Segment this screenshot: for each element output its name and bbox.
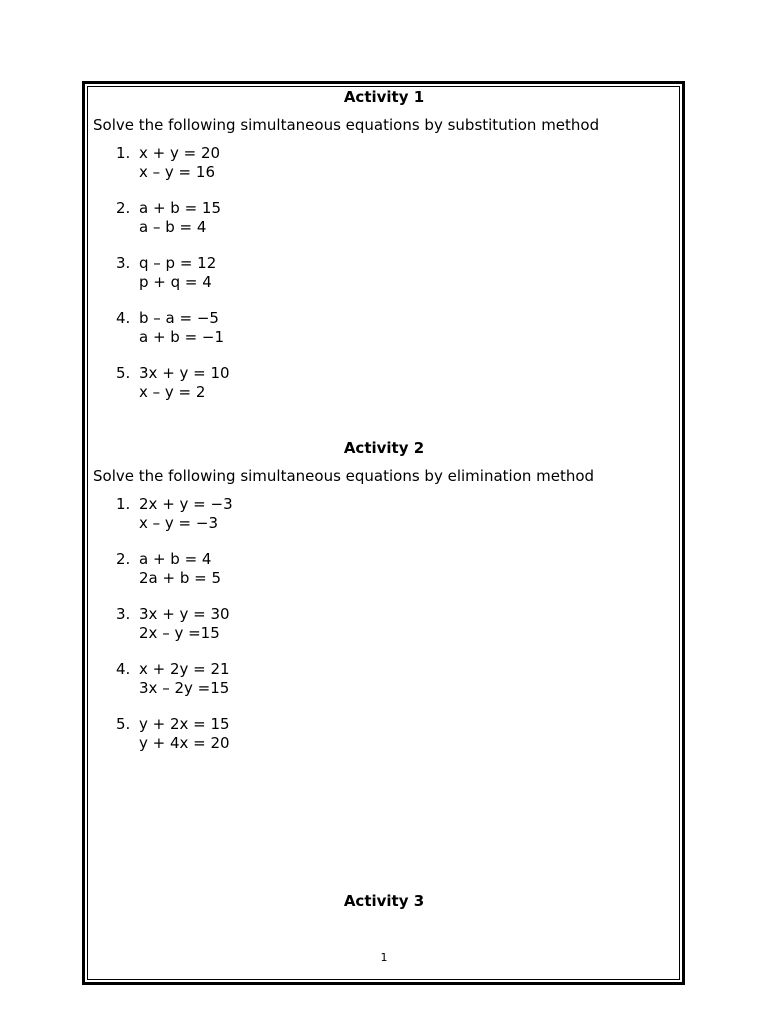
equation-2: a + b = −1 [139,328,225,346]
problem-number: 5. [116,715,131,733]
problem-number: 2. [116,550,131,568]
problem-number: 3. [116,605,131,623]
activity-2-instruction: Solve the following simultaneous equations by elimination method [93,467,595,485]
equation-1: x + 2y = 21 [139,660,230,678]
equation-1: a + b = 4 [139,550,212,568]
equation-1: x + y = 20 [139,144,221,162]
equation-1: 3x + y = 10 [139,364,230,382]
activity-1-title: Activity 1 [343,88,425,106]
equation-2: x – y = −3 [139,514,219,532]
equation-2: p + q = 4 [139,273,212,291]
activity-3-title: Activity 3 [343,892,425,910]
activity-2-title: Activity 2 [343,439,425,457]
equation-1: 3x + y = 30 [139,605,230,623]
equation-2: 2x – y =15 [139,624,220,642]
equation-1: 2x + y = −3 [139,495,233,513]
equation-2: 3x – 2y =15 [139,679,230,697]
equation-2: x – y = 16 [139,163,215,181]
problem-number: 1. [116,144,131,162]
problem-number: 5. [116,364,131,382]
problem-number: 4. [116,660,131,678]
equation-2: 2a + b = 5 [139,569,222,587]
problem-number: 3. [116,254,131,272]
problem-number: 4. [116,309,131,327]
equation-2: a – b = 4 [139,218,207,236]
equation-2: x – y = 2 [139,383,206,401]
equation-2: y + 4x = 20 [139,734,230,752]
page-number: 1 [380,951,388,964]
equation-1: y + 2x = 15 [139,715,230,733]
equation-1: q – p = 12 [139,254,217,272]
equation-1: a + b = 15 [139,199,222,217]
activity-1-instruction: Solve the following simultaneous equations by substitution method [93,116,600,134]
problem-number: 1. [116,495,131,513]
problem-number: 2. [116,199,131,217]
equation-1: b – a = −5 [139,309,219,327]
